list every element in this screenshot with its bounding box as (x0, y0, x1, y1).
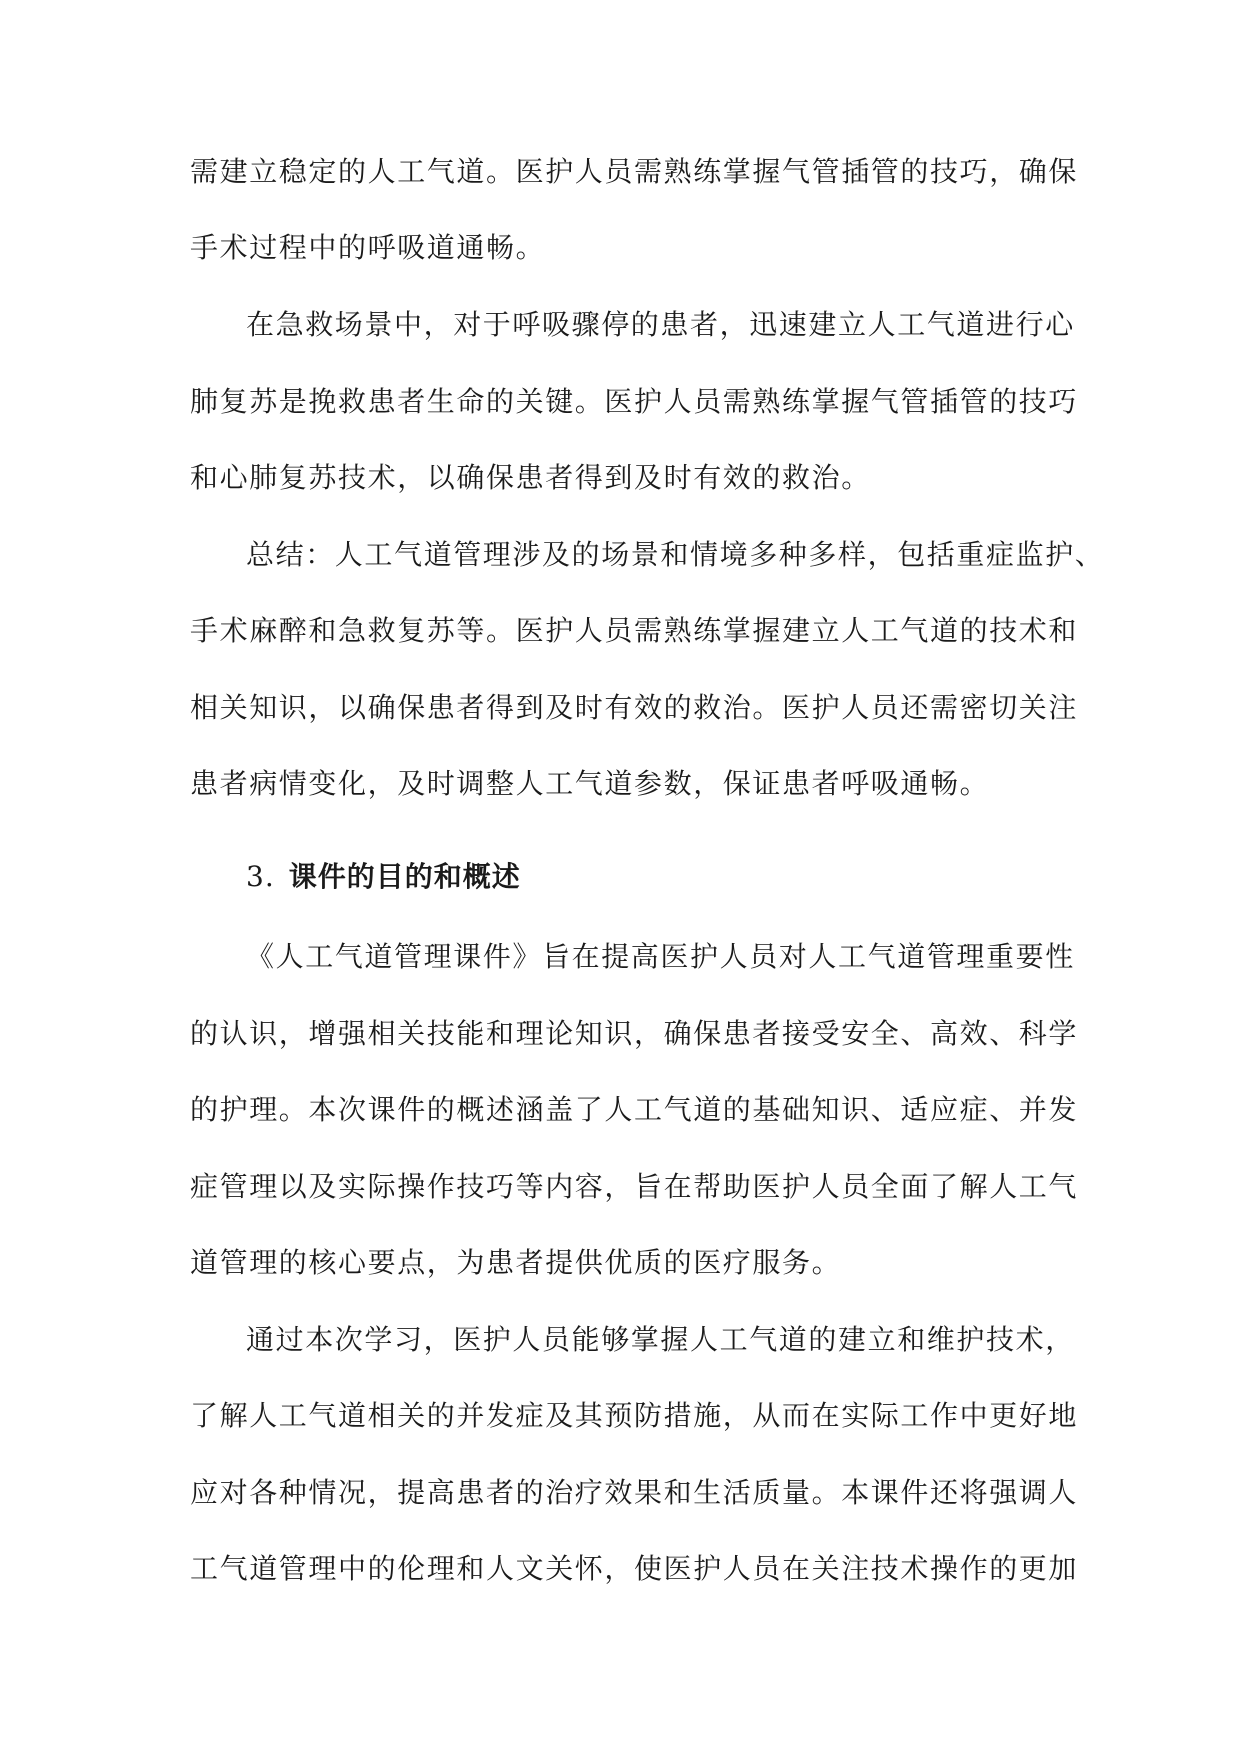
paragraph-line: 《人工气道管理课件》旨在提高医护人员对人工气道管理重要性 (246, 940, 1075, 973)
paragraph-line: 手术过程中的呼吸道通畅。 (190, 231, 546, 264)
paragraph-line: 了解人工气道相关的并发症及其预防措施，从而在实际工作中更好地 (190, 1399, 1079, 1432)
paragraph-line: 患者病情变化，及时调整人工气道参数，保证患者呼吸通畅。 (190, 767, 990, 800)
section-title: 课件的目的和概述 (288, 860, 521, 893)
paragraph-line: 通过本次学习，医护人员能够掌握人工气道的建立和维护技术， (246, 1323, 1075, 1356)
paragraph-line: 应对各种情况，提高患者的治疗效果和生活质量。本课件还将强调人 (190, 1476, 1079, 1509)
paragraph-line: 症管理以及实际操作技巧等内容，旨在帮助医护人员全面了解人工气 (190, 1170, 1079, 1203)
paragraph-line: 需建立稳定的人工气道。医护人员需熟练掌握气管插管的技巧，确保 (190, 155, 1079, 188)
paragraph-line: 的认识，增强相关技能和理论知识，确保患者接受安全、高效、科学 (190, 1017, 1079, 1050)
section-heading (246, 857, 1052, 897)
paragraph-line: 道管理的核心要点，为患者提供优质的医疗服务。 (190, 1246, 842, 1279)
paragraph-line: 手术麻醉和急救复苏等。医护人员需熟练掌握建立人工气道的技术和 (190, 614, 1079, 647)
paragraph-line: 的护理。本次课件的概述涵盖了人工气道的基础知识、适应症、并发 (190, 1093, 1079, 1126)
paragraph-line: 在急救场景中，对于呼吸骤停的患者，迅速建立人工气道进行心 (246, 308, 1075, 341)
paragraph-line: 相关知识，以确保患者得到及时有效的救治。医护人员还需密切关注 (190, 691, 1079, 724)
paragraph-line: 肺复苏是挽救患者生命的关键。医护人员需熟练掌握气管插管的技巧 (190, 385, 1079, 418)
paragraph-line: 和心肺复苏技术，以确保患者得到及时有效的救治。 (190, 461, 871, 494)
section-number: 3. (246, 860, 275, 893)
paragraph-line: 总结：人工气道管理涉及的场景和情境多种多样，包括重症监护、 (246, 538, 1105, 571)
paragraph-line: 工气道管理中的伦理和人文关怀，使医护人员在关注技术操作的更加 (190, 1552, 1079, 1585)
